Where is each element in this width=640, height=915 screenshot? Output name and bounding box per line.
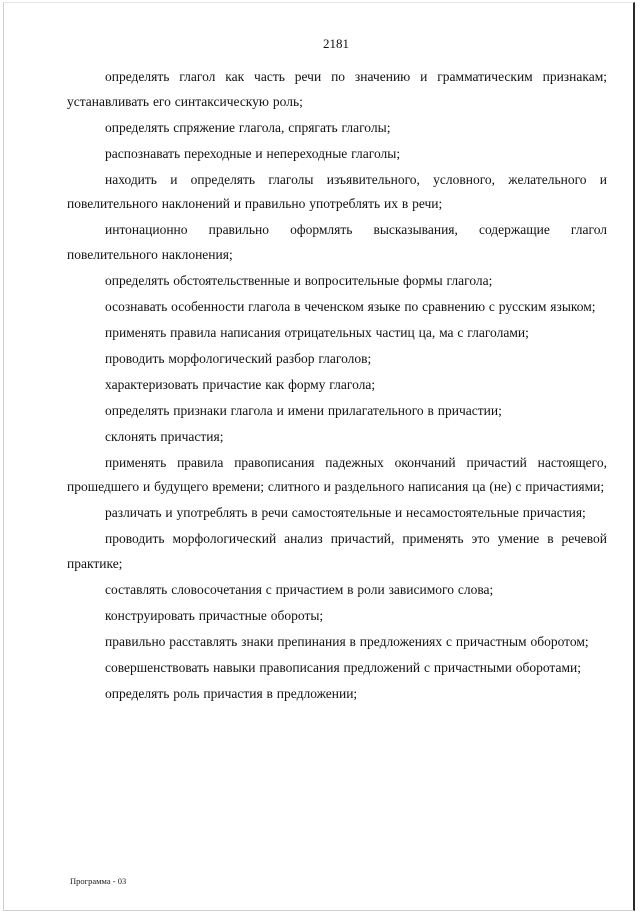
list-item: интонационно правильно оформлять высказывания, содержащие глагол повелительного наклонения; [67, 222, 607, 262]
list-item: определять глагол как часть речи по значению и грамматическим признакам; устанавливать его синтаксическую роль; [67, 69, 607, 109]
list-item: применять правила правописания падежных окончаний причастий настоящего, прошедшего и будущего времени; слитного и раздельного написания ца (не) с причастиями; [67, 454, 607, 494]
page-number: 2181 [323, 36, 349, 51]
list-item: определять обстоятельственные и вопросительные формы глагола; [105, 272, 493, 288]
list-item: конструировать причастные обороты; [105, 607, 324, 623]
footer-program-label: Программа - 03 [70, 876, 127, 886]
list-item: составлять словосочетания с причастием в роли зависимого слова; [105, 581, 494, 597]
list-item: проводить морфологический анализ причастий, применять это умение в речевой практике; [67, 531, 607, 571]
list-item: совершенствовать навыки правописания предложений с причастными оборотами; [105, 659, 581, 675]
list-item: осознавать особенности глагола в чеченском языке по сравнению с русским языком; [105, 298, 596, 314]
list-item: определять роль причастия в предложении; [105, 685, 358, 701]
list-item: применять правила написания отрицательных частиц ца, ма с глаголами; [105, 324, 529, 340]
list-item: склонять причастия; [105, 428, 224, 444]
list-item: распознавать переходные и непереходные глаголы; [105, 145, 401, 161]
list-item: правильно расставлять знаки препинания в предложениях с причастным оборотом; [105, 633, 589, 649]
list-item: определять спряжение глагола, спрягать глаголы; [105, 119, 391, 135]
list-item: характеризовать причастие как форму глагола; [105, 376, 376, 392]
document-body [67, 65, 607, 708]
list-item: проводить морфологический разбор глаголов; [105, 350, 372, 366]
list-item: находить и определять глаголы изъявительного, условного, желательного и повелительного наклонений и правильно употреблять их в речи; [67, 171, 607, 211]
list-item: определять признаки глагола и имени прилагательного в причастии; [105, 402, 502, 418]
list-item: различать и употреблять в речи самостоятельные и несамостоятельные причастия; [105, 505, 586, 520]
